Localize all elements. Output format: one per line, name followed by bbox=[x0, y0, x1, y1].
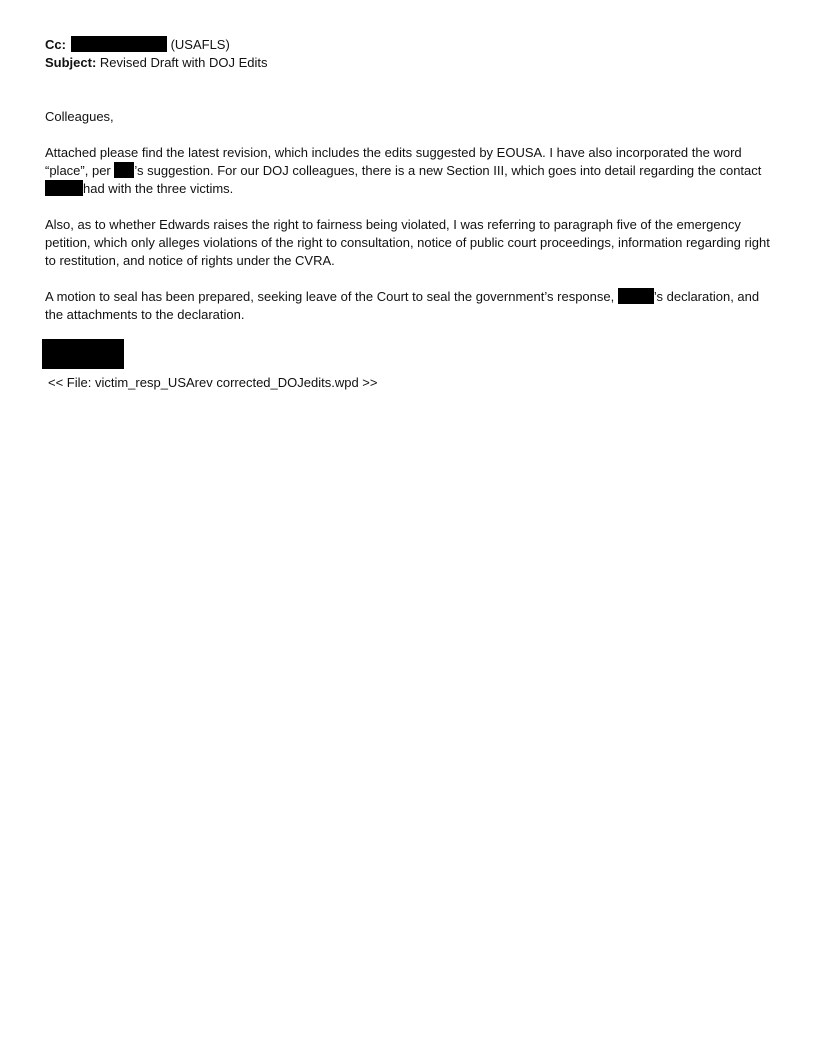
paragraph-motion-to-seal bbox=[45, 288, 775, 324]
subject-text: Revised Draft with DOJ Edits bbox=[96, 55, 268, 70]
spacer bbox=[45, 72, 775, 108]
redaction-name bbox=[114, 162, 134, 178]
paragraph-text: had with the three victims. bbox=[83, 181, 234, 196]
redaction-name bbox=[45, 180, 83, 196]
redaction-name bbox=[618, 288, 654, 304]
paragraph-text: A motion to seal has been prepared, seeking leave of the Court to seal the government’s response, bbox=[45, 289, 618, 304]
paragraph-text: ’s declaration, and the attachments to the declaration. bbox=[45, 289, 760, 322]
spacer bbox=[45, 198, 775, 216]
spacer bbox=[45, 270, 775, 288]
cc-label: Cc: bbox=[45, 37, 66, 52]
redaction-cc-name bbox=[71, 36, 167, 52]
paragraph-fairness: Also, as to whether Edwards raises the right to fairness being violated, I was referring to paragraph five of the emergency petition, which only alleges violations of the right to consultation, notice of public court proceedings, information regarding right to restitution, and notice of rights under the CVRA. bbox=[45, 217, 770, 268]
email-document bbox=[45, 36, 775, 392]
paragraph-revision bbox=[45, 144, 775, 198]
subject-line bbox=[45, 54, 775, 72]
subject-label: Subject: bbox=[45, 55, 97, 70]
cc-line bbox=[45, 36, 775, 54]
attachment-filename[interactable]: << File: victim_resp_USArev corrected_DOJedits.wpd >> bbox=[48, 375, 378, 390]
spacer bbox=[45, 126, 775, 144]
cc-org: (USAFLS) bbox=[166, 37, 230, 52]
greeting: Colleagues, bbox=[45, 109, 114, 124]
paragraph-text: Attached please find the latest revision, which includes the edits suggested by EOUSA. I have also incorporated the word “place”, per bbox=[45, 145, 742, 178]
paragraph-text: ’s suggestion. For our DOJ colleagues, there is a new Section III, which goes into detail regarding the contact bbox=[134, 163, 762, 178]
redaction-signature bbox=[42, 339, 124, 369]
